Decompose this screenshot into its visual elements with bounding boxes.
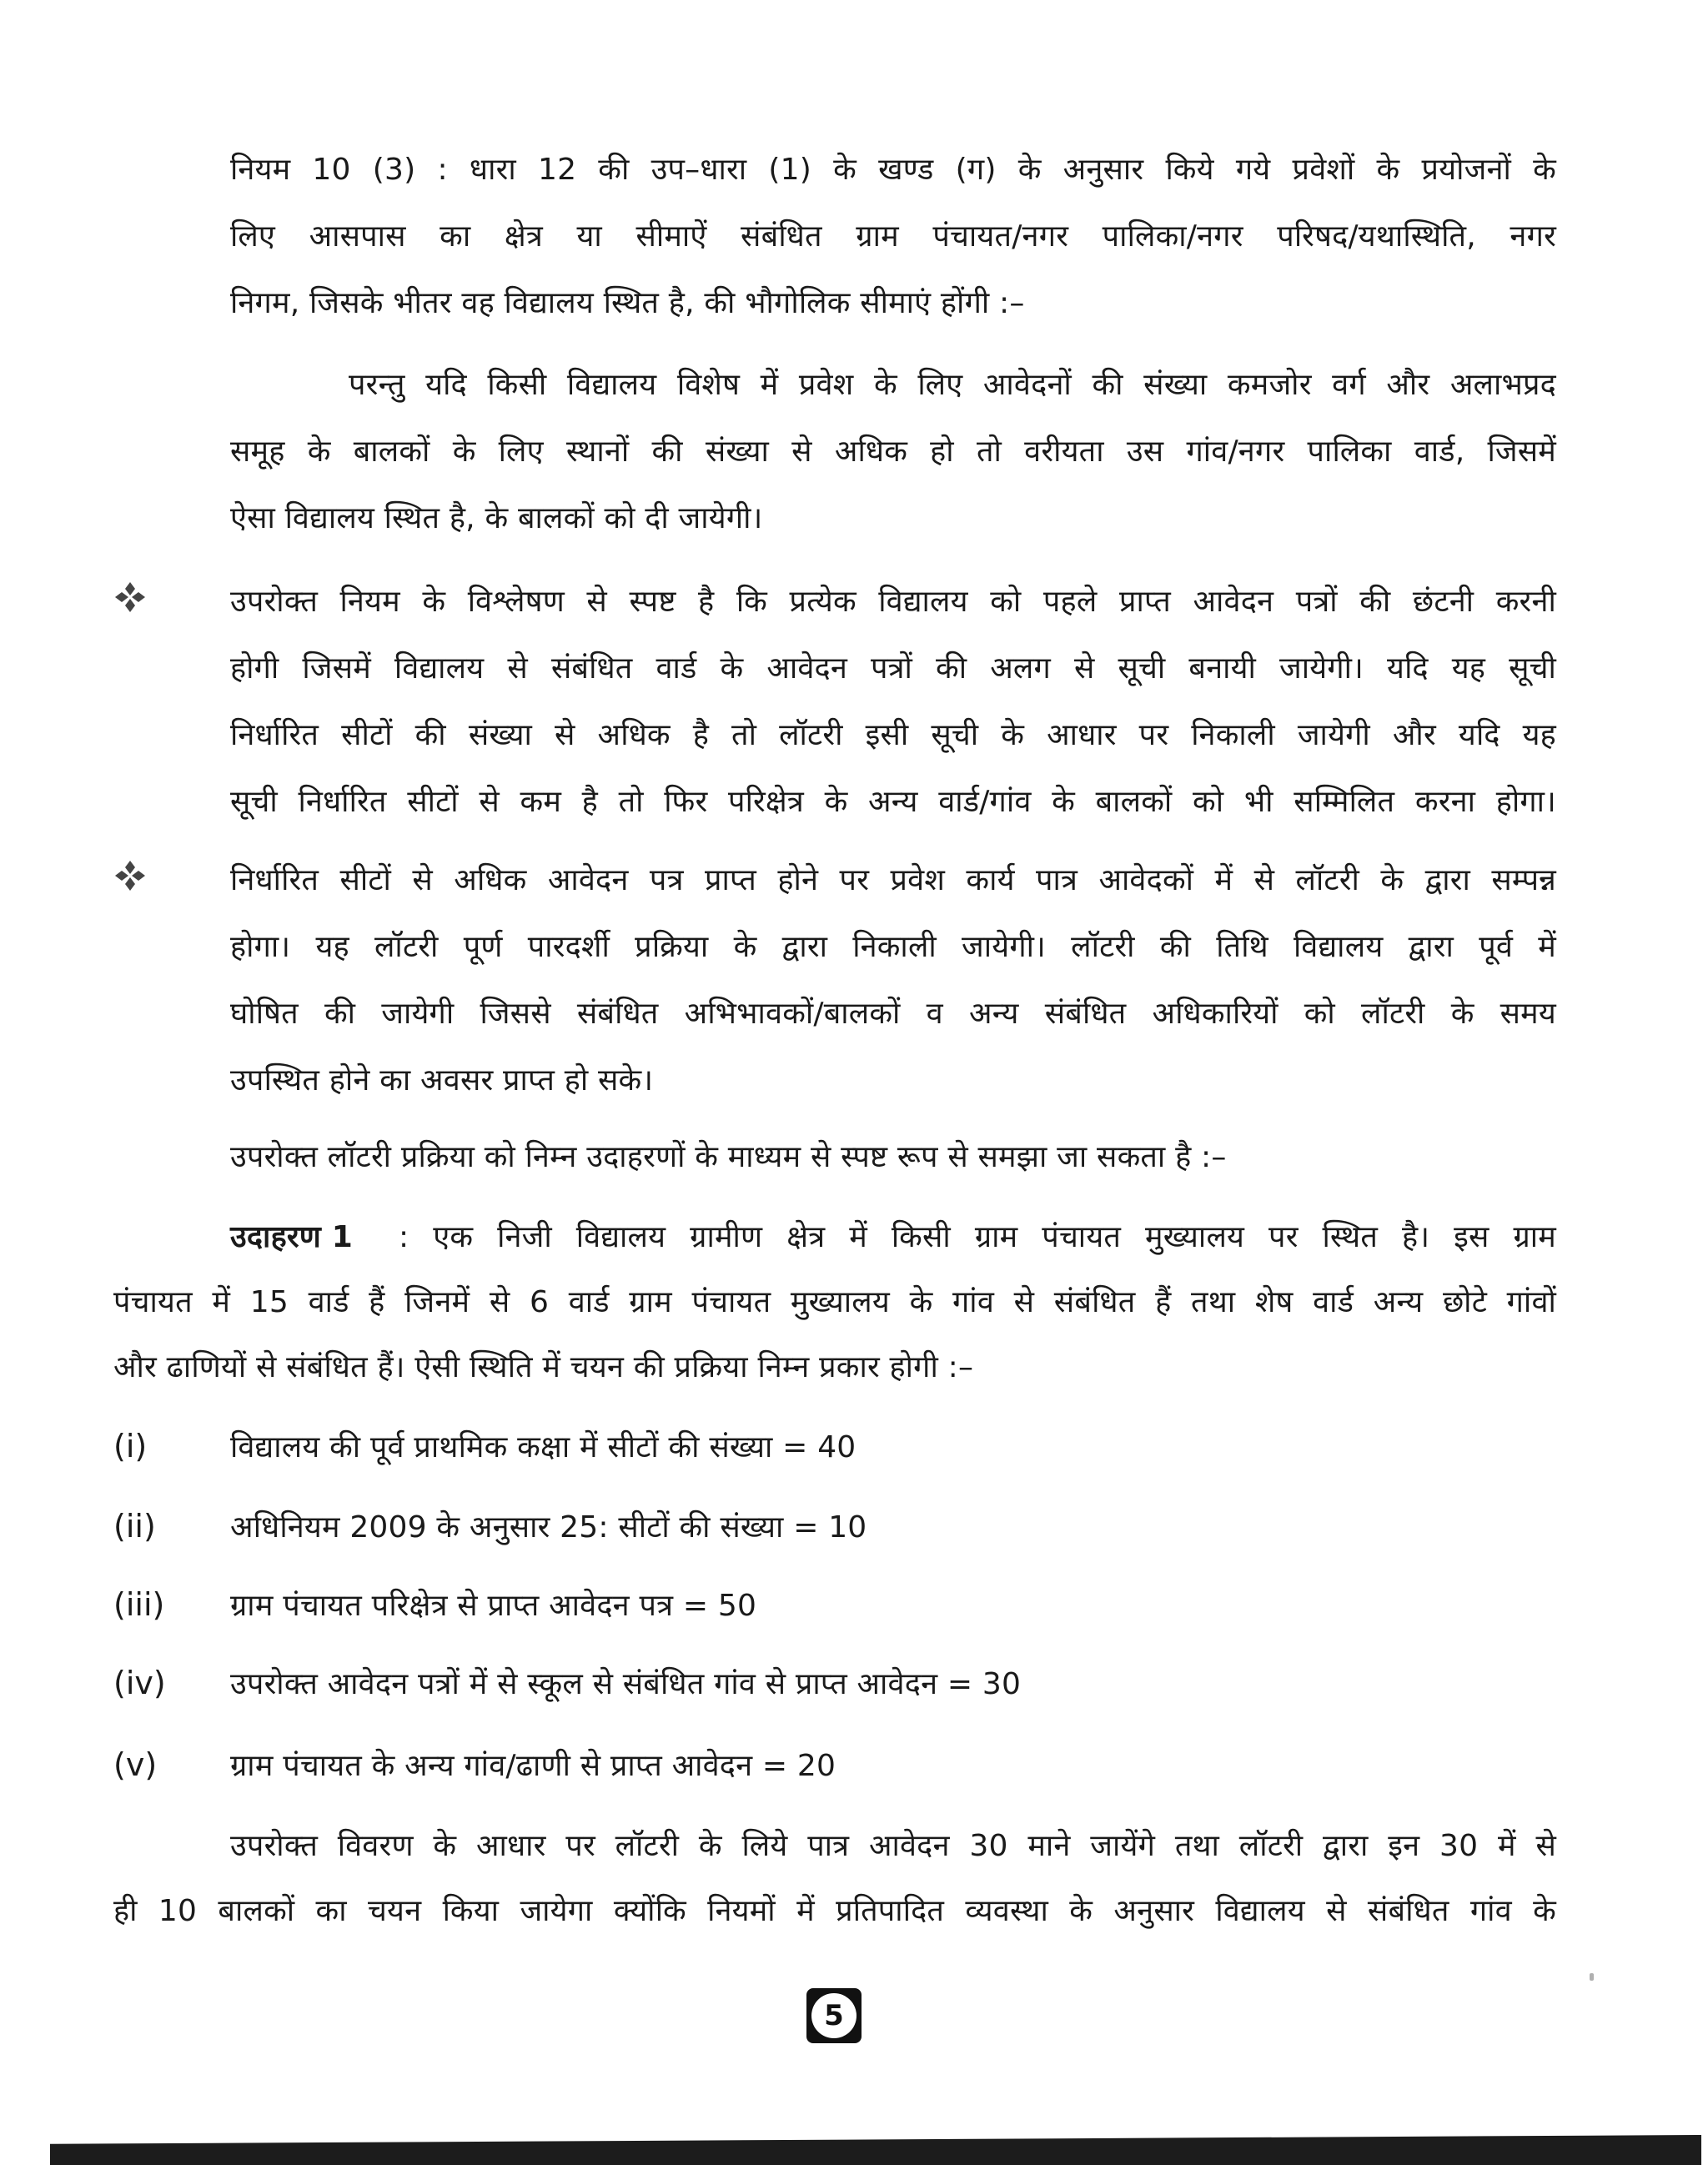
list-marker: (i) bbox=[113, 1428, 148, 1464]
example-text-line: और ढाणियों से संबंधित हैं। ऐसी स्थिति में चयन की प्रक्रिया निम्न प्रकार होगी :– bbox=[113, 1350, 974, 1384]
list-item: अधिनियम 2009 के अनुसार 25: सीटों की संख्या = 10 bbox=[230, 1510, 867, 1545]
bullet-text-line: होगा। यह लॉटरी पूर्ण पारदर्शी प्रक्रिया के द्वारा निकाली जायेगी। लॉटरी की तिथि विद्यालय द्वारा पूर्व में bbox=[230, 930, 1556, 964]
example-heading: उदाहरण 1 bbox=[230, 1220, 354, 1254]
scan-speck bbox=[1590, 1973, 1594, 1981]
example-text-line: पंचायत में 15 वार्ड हैं जिनमें से 6 वार्ड ग्राम पंचायत मुख्यालय के गांव से संबंधित हैं तथा शेष वार्ड अन्य छोटे गांवों bbox=[113, 1285, 1556, 1319]
footer-bar bbox=[50, 2135, 1701, 2165]
page-number: 5 bbox=[811, 1993, 857, 2038]
closing-text-line: ही 10 बालकों का चयन किया जायेगा क्योंकि नियमों में प्रतिपादित व्यवस्था के अनुसार विद्यालय से संबंधित गांव के bbox=[113, 1894, 1556, 1928]
list-marker: (iv) bbox=[113, 1665, 166, 1701]
proviso-text-line: ऐसा विद्यालय स्थित है, के बालकों को दी जायेगी। bbox=[230, 501, 763, 535]
rule-text-line: नियम 10 (3) : धारा 12 की उप–धारा (1) के खण्ड (ग) के अनुसार किये गये प्रवेशों के प्रयोजनों के bbox=[230, 153, 1556, 187]
bullet-text-line: घोषित की जायेगी जिससे संबंधित अभिभावकों/बालकों व अन्य संबंधित अधिकारियों को लॉटरी के समय bbox=[230, 997, 1556, 1031]
page-number-badge bbox=[806, 1988, 862, 2043]
diamond-bullet-icon bbox=[113, 580, 147, 614]
bullet-text-line: निर्धारित सीटों की संख्या से अधिक है तो लॉटरी इसी सूची के आधार पर निकाली जायेगी और यदि यह bbox=[230, 718, 1556, 752]
bullet-text-line: निर्धारित सीटों से अधिक आवेदन पत्र प्राप्त होने पर प्रवेश कार्य पात्र आवेदकों में से लॉटरी के द्वारा सम्पन्न bbox=[230, 863, 1556, 897]
diamond-bullet-icon bbox=[113, 859, 147, 892]
bullet-text-line: उपस्थित होने का अवसर प्राप्त हो सके। bbox=[230, 1063, 654, 1098]
list-marker: (iii) bbox=[113, 1586, 165, 1623]
proviso-text-line: समूह के बालकों के लिए स्थानों की संख्या से अधिक हो तो वरीयता उस गांव/नगर पालिका वार्ड, जिसमें bbox=[230, 435, 1556, 469]
closing-text-line: उपरोक्त विवरण के आधार पर लॉटरी के लिये पात्र आवेदन 30 माने जायेंगे तथा लॉटरी द्वारा इन 30 में से bbox=[230, 1829, 1556, 1863]
bullet-text-line: सूची निर्धारित सीटों से कम है तो फिर परिक्षेत्र के अन्य वार्ड/गांव के बालकों को भी सम्मिलित करना होगा। bbox=[230, 785, 1556, 819]
bullet-text-line: उपरोक्त नियम के विश्लेषण से स्पष्ट है कि प्रत्येक विद्यालय को पहले प्राप्त आवेदन पत्रों की छंटनी करनी bbox=[230, 585, 1556, 619]
example-text-line: : एक निजी विद्यालय ग्रामीण क्षेत्र में किसी ग्राम पंचायत मुख्यालय पर स्थित है। इस ग्राम bbox=[399, 1220, 1556, 1254]
list-item: विद्यालय की पूर्व प्राथमिक कक्षा में सीटों की संख्या = 40 bbox=[230, 1430, 857, 1464]
bullet-text-line: होगी जिसमें विद्यालय से संबंधित वार्ड के आवेदन पत्रों की अलग से सूची बनायी जायेगी। यदि यह सूची bbox=[230, 651, 1556, 686]
list-item: उपरोक्त आवेदन पत्रों में से स्कूल से संबंधित गांव से प्राप्त आवेदन = 30 bbox=[230, 1667, 1022, 1701]
examples-intro: उपरोक्त लॉटरी प्रक्रिया को निम्न उदाहरणों के माध्यम से स्पष्ट रूप से समझा जा सकता है :– bbox=[230, 1140, 1227, 1174]
rule-text-line: लिए आसपास का क्षेत्र या सीमाऐं संबंधित ग्राम पंचायत/नगर पालिका/नगर परिषद/यथास्थिति, नगर bbox=[230, 219, 1556, 254]
list-item: ग्राम पंचायत परिक्षेत्र से प्राप्त आवेदन पत्र = 50 bbox=[230, 1589, 757, 1623]
proviso-text-line: परन्तु यदि किसी विद्यालय विशेष में प्रवेश के लिए आवेदनों की संख्या कमजोर वर्ग और अलाभप्रद bbox=[349, 368, 1556, 402]
rule-text-line: निगम, जिसके भीतर वह विद्यालय स्थित है, की भौगोलिक सीमाएं होंगी :– bbox=[230, 286, 1025, 320]
list-item: ग्राम पंचायत के अन्य गांव/ढाणी से प्राप्त आवेदन = 20 bbox=[230, 1749, 836, 1783]
list-marker: (ii) bbox=[113, 1508, 156, 1545]
list-marker: (v) bbox=[113, 1746, 158, 1783]
